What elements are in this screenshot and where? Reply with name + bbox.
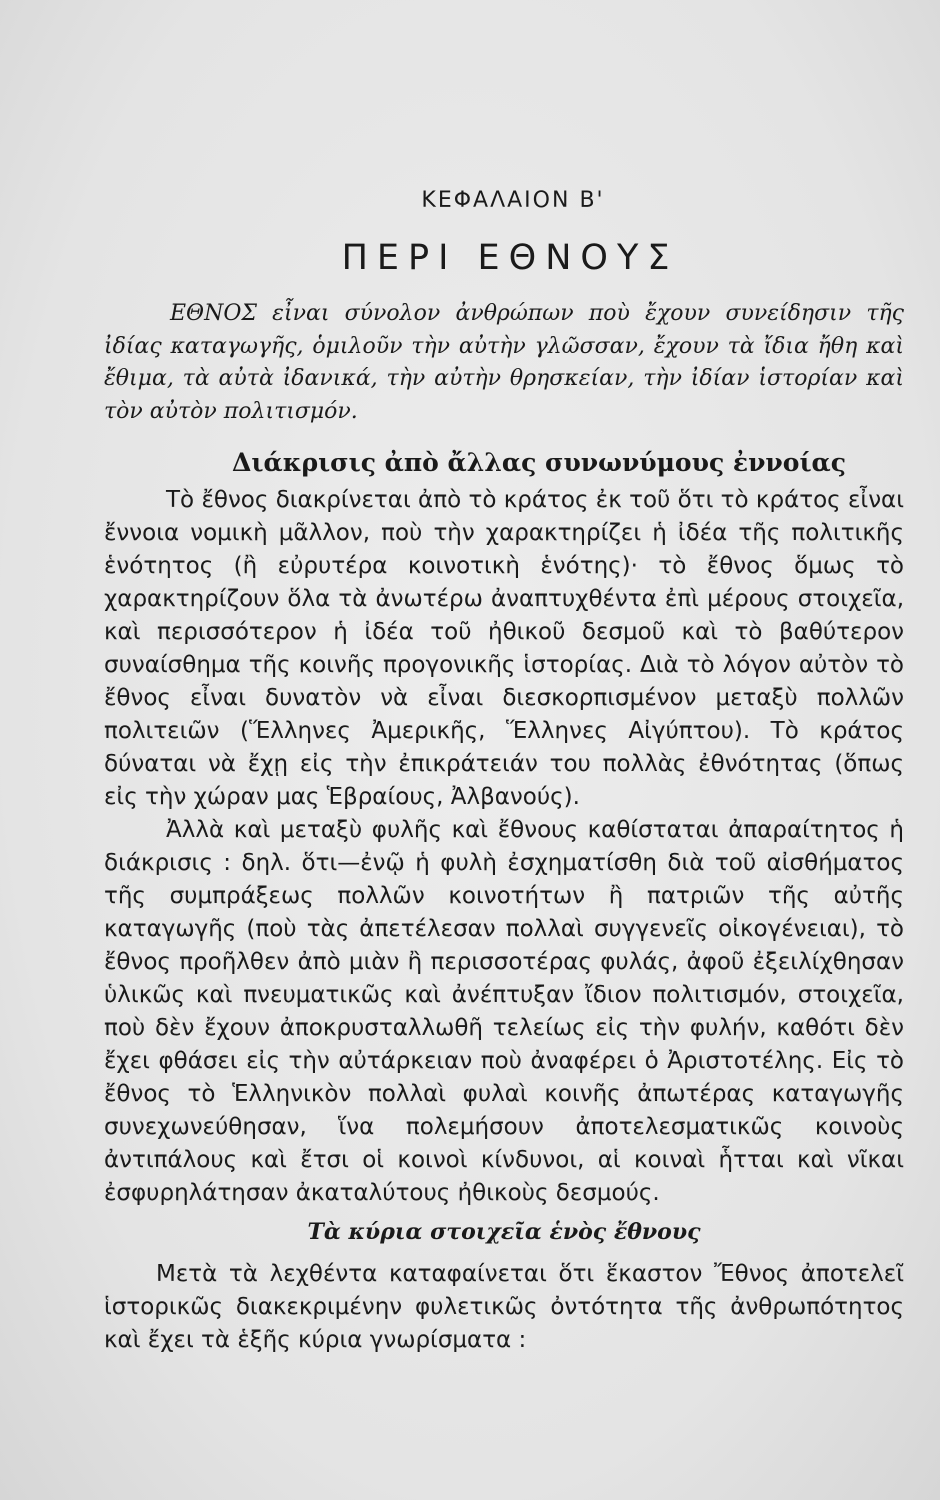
paragraph-main-features: Μετὰ τὰ λεχθέντα καταφαίνεται ὅτι ἕκαστον Ἔθνος ἀποτελεῖ ἱστορικῶς διακεκριμένην φυλετικῶς ὀντότητα τῆς ἀνθρωπότητος καὶ ἔχει τὰ ἑξῆς κύρια γνωρίσματα : [104, 1261, 904, 1353]
section-elements-body [104, 1258, 904, 1357]
chapter-label: ΚΕΦΑΛΑΙΟΝ Β' [421, 188, 605, 213]
section-heading-text: Διάκρισις ἀπὸ ἄλλας συνωνύμους ἐννοίας [231, 448, 846, 477]
section-heading-elements [104, 1214, 904, 1250]
section-heading-text: Τὰ κύρια στοιχεῖα ἑνὸς ἔθνους [307, 1219, 701, 1245]
nation-definition: ΕΘΝΟΣ εἶναι σύνολον ἀνθρώπων ποὺ ἔχουν συνείδησιν τῆς ἰδίας καταγωγῆς, ὁμιλοῦν τὴν αὐτὴν γλῶσσαν, ἔχουν τὰ ἴδια ἤθη καὶ ἔθιμα, τὰ αὐτὰ ἰδανικά, τὴν αὐτὴν θρησκείαν, τὴν ἰδίαν ἱστορίαν καὶ τὸν αὐτὸν πολιτισμόν. [104, 301, 904, 424]
section-heading-distinction [104, 445, 904, 481]
paragraph-nation-vs-state: Τὸ ἔθνος διακρίνεται ἀπὸ τὸ κράτος ἐκ τοῦ ὅτι τὸ κράτος εἶναι ἔννοια νομικὴ μᾶλλον, ποὺ τὴν χαρακτηρίζει ἡ ἰδέα τῆς πολιτικῆς ἑνότητος (ἢ εὐρυτέρα κοινοτικὴ ἑνότης)· τὸ ἔθνος ὅμως τὸ χαρακτηρίζουν ὅλα τὰ ἀνωτέρω ἀναπτυχθέντα ἐπὶ μέρους στοιχεῖα, καὶ περισσότερον ἡ ἰδέα τοῦ ἠθικοῦ δεσμοῦ καὶ τὸ βαθύτερον συναίσθημα τῆς κοινῆς προγονικῆς ἱστορίας. Διὰ τὸ λόγον αὐτὸν τὸ ἔθνος εἶναι δυνατὸν νὰ εἶναι διεσκορπισμένον μεταξὺ πολλῶν πολιτειῶν (Ἕλληνες Ἀμερικῆς, Ἕλληνες Αἰγύπτου). Τὸ κράτος δύναται νὰ ἔχῃ εἰς τὴν ἐπικράτειάν του πολλὰς ἐθνότητας (ὅπως εἰς τὴν χώραν μας Ἑβραίους, Ἀλβανούς). [104, 487, 904, 810]
section-distinction-body [104, 484, 904, 1210]
chapter-title: ΠΕΡΙ ΕΘΝΟΥΣ [341, 238, 679, 278]
paragraph-race-vs-nation: Ἀλλὰ καὶ μεταξὺ φυλῆς καὶ ἔθνους καθίσταται ἀπαραίτητος ἡ διάκρισις : δηλ. ὅτι—ἐνῷ ἡ φυλὴ ἐσχηματίσθη διὰ τοῦ αἰσθήματος τῆς συμπράξεως πολλῶν κοινοτήτων ἢ πατριῶν τῆς αὐτῆς καταγωγῆς (ποὺ τὰς ἀπετέλεσαν πολλαὶ συγγενεῖς οἰκογένειαι), τὸ ἔθνος προῆλθεν ἀπὸ μιὰν ἢ περισσοτέρας φυλάς, ἀφοῦ ἐξειλίχθησαν ὑλικῶς καὶ πνευματικῶς καὶ ἀνέπτυξαν ἴδιον πολιτισμόν, στοιχεῖα, ποὺ δὲν ἔχουν ἀποκρυσταλλωθῆ τελείως εἰς τὴν φυλήν, καθότι δὲν ἔχει φθάσει εἰς τὴν αὐτάρκειαν ποὺ ἀναφέρει ὁ Ἀριστοτέλης. Εἰς τὸ ἔθνος τὸ Ἑλληνικὸν πολλαὶ φυλαὶ κοινῆς ἀπωτέρας καταγωγῆς συνεχωνεύθησαν, ἵνα πολεμήσουν ἀποτελεσματικῶς κοινοὺς ἀντιπάλους καὶ ἔτσι οἱ κοινοὶ κίνδυνοι, αἱ κοιναὶ ἧτται καὶ νῖκαι ἐσφυρηλάτησαν ἀκαταλύτους ἠθικοὺς δεσμούς. [104, 817, 904, 1206]
